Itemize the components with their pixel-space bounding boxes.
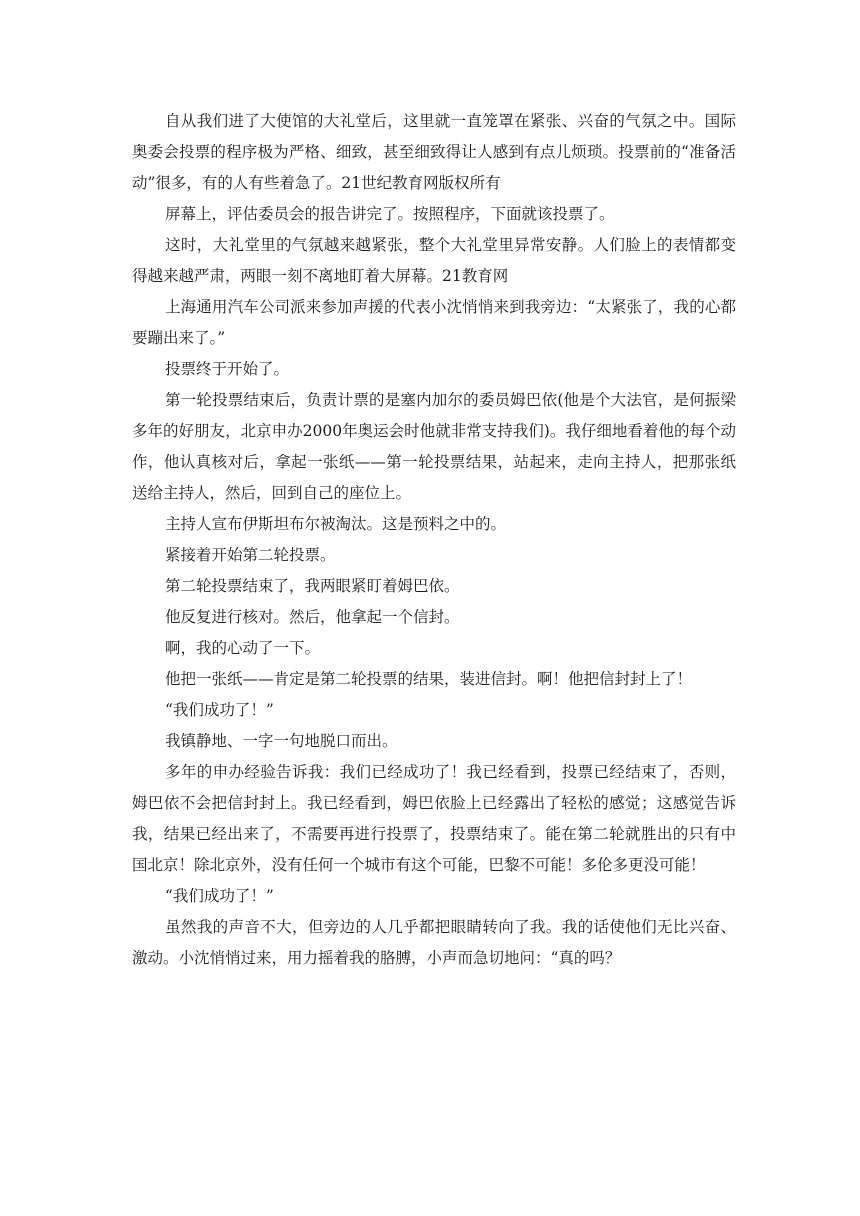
paragraph-3: 这时，大礼堂里的气氛越来越紧张，整个大礼堂里异常安静。人们脸上的表情都变得越来越严肃，两眼一刻不离地盯着大屏幕。21教育网 — [132, 236, 736, 285]
paragraph-8: 紧接着开始第二轮投票。 — [165, 546, 336, 564]
paragraph-5: 投票终于开始了。 — [165, 360, 290, 378]
paragraph-17: 虽然我的声音不大，但旁边的人几乎都把眼睛转向了我。我的话使他们无比兴奋、激动。小沈悄悄过来，用力摇着我的胳膊，小声而急切地问：“真的吗？ — [132, 918, 736, 967]
paragraph-12: 他把一张纸——肯定是第二轮投票的结果，装进信封。啊！他把信封封上了！ — [165, 670, 693, 688]
paragraph-13: “我们成功了！” — [165, 701, 274, 719]
paragraph-4: 上海通用汽车公司派来参加声援的代表小沈悄悄来到我旁边：“太紧张了，我的心都要蹦出来了。” — [132, 298, 736, 347]
paragraph-6: 第一轮投票结束后，负责计票的是塞内加尔的委员姆巴依(他是个大法官，是何振梁多年的好朋友，北京申办2000年奥运会时他就非常支持我们)。我仔细地看着他的每个动作，他认真核对后，拿起一张纸——第一轮投票结果，站起来，走向主持人，把那张纸送给主持人，然后，回到自己的座位上。 — [132, 391, 736, 502]
paragraph-9: 第二轮投票结束了，我两眼紧盯着姆巴依。 — [165, 577, 460, 595]
paragraph-7: 主持人宣布伊斯坦布尔被淘汰。这是预料之中的。 — [165, 515, 507, 533]
paragraph-2: 屏幕上，评估委员会的报告讲完了。按照程序，下面就该投票了。 — [165, 205, 615, 223]
paragraph-11: 啊，我的心动了一下。 — [165, 639, 321, 657]
paragraph-10: 他反复进行核对。然后，他拿起一个信封。 — [165, 608, 460, 626]
paragraph-15: 多年的申办经验告诉我：我们已经成功了！我已经看到，投票已经结束了，否则，姆巴依不会把信封封上。我已经看到，姆巴依脸上已经露出了轻松的感觉；这感觉告诉我，结果已经出来了，不需要再进行投票了，投票结束了。能在第二轮就胜出的只有中国北京！除北京外，没有任何一个城市有这个可能，巴黎不可能！多伦多更没可能！ — [132, 763, 736, 874]
paragraph-14: 我镇静地、一字一句地脱口而出。 — [165, 732, 398, 750]
paragraph-1: 自从我们进了大使馆的大礼堂后，这里就一直笼罩在紧张、兴奋的气氛之中。国际奥委会投票的程序极为严格、细致，甚至细致得让人感到有点儿烦琐。投票前的“准备活动”很多，有的人有些着急了。21世纪教育网版权所有 — [132, 112, 736, 192]
document-body — [132, 106, 736, 974]
paragraph-16: “我们成功了！” — [165, 887, 274, 905]
